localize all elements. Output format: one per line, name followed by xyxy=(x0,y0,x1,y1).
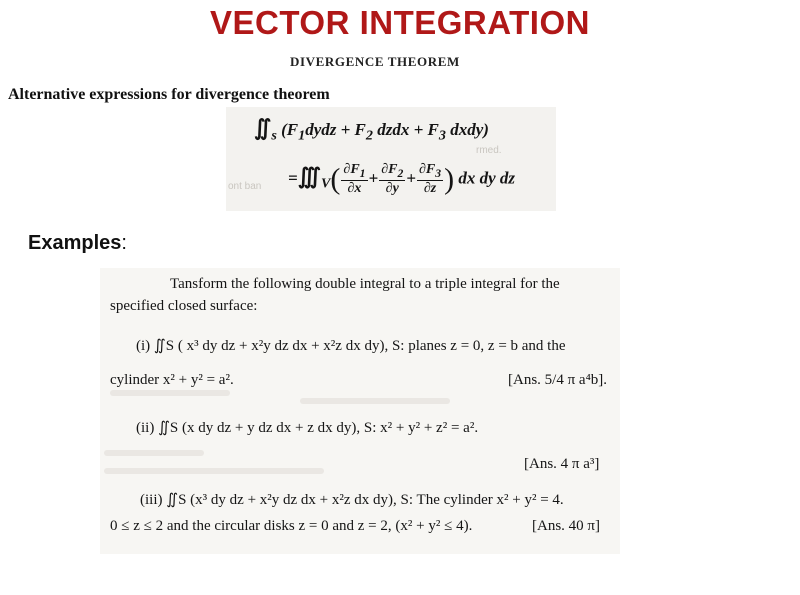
problem-ii-line-1: (ii) ∬S (x dy dz + y dz dx + z dx dy), S: x² + y² + z² = a². xyxy=(136,420,479,436)
problem-image xyxy=(100,268,620,554)
problem-iii-line-1: (iii) ∬S (x³ dy dz + x²y dz dx + x²z dx dy), S: The cylinder x² + y² = 4. xyxy=(140,492,564,508)
slide-title: VECTOR INTEGRATION xyxy=(210,4,590,41)
formula-line-1: $∬_s$ ($F_1dydz + F_2$ dzdx + $F_3$ dxdy) xyxy=(254,115,489,144)
scan-noise: rmed. xyxy=(476,145,502,156)
problem-iii-line-2: 0 ≤ z ≤ 2 and the circular disks z = 0 and z = 2, (x² + y² ≤ 4). xyxy=(110,518,473,534)
problem-i-answer: [Ans. 5/4 π a⁴b]. xyxy=(508,372,608,388)
scan-noise xyxy=(300,398,450,404)
formula-line-2: $=∭_V$( $\frac{\partial F_1}{\partial x}$ + $\frac{\partial F_2}{\partial y}$ + $\frac{\partial F_3}{\partial z}$ ) dx dy dz xyxy=(288,162,515,196)
alt-expressions-heading: Alternative expressions for divergence theorem xyxy=(8,86,330,103)
formula-image xyxy=(226,107,556,211)
scan-noise xyxy=(104,450,204,456)
problem-iii-answer: [Ans. 40 π] xyxy=(532,518,600,534)
scan-noise xyxy=(110,390,230,396)
problem-ii-answer: [Ans. 4 π a³] xyxy=(524,456,600,472)
slide-subtitle: DIVERGENCE THEOREM xyxy=(290,54,460,69)
scan-noise xyxy=(104,468,324,474)
problem-intro-line-2: specified closed surface: xyxy=(110,298,258,314)
problem-intro-line-1: Tansform the following double integral to a triple integral for the xyxy=(170,276,560,292)
problem-i-line-2: cylinder x² + y² = a². xyxy=(110,372,234,388)
scan-noise: ont ban xyxy=(228,181,262,192)
problem-i-line-1: (i) ∬S ( x³ dy dz + x²y dz dx + x²z dx dy), S: planes z = 0, z = b and the xyxy=(136,338,566,354)
examples-label: Examples: xyxy=(28,232,127,254)
